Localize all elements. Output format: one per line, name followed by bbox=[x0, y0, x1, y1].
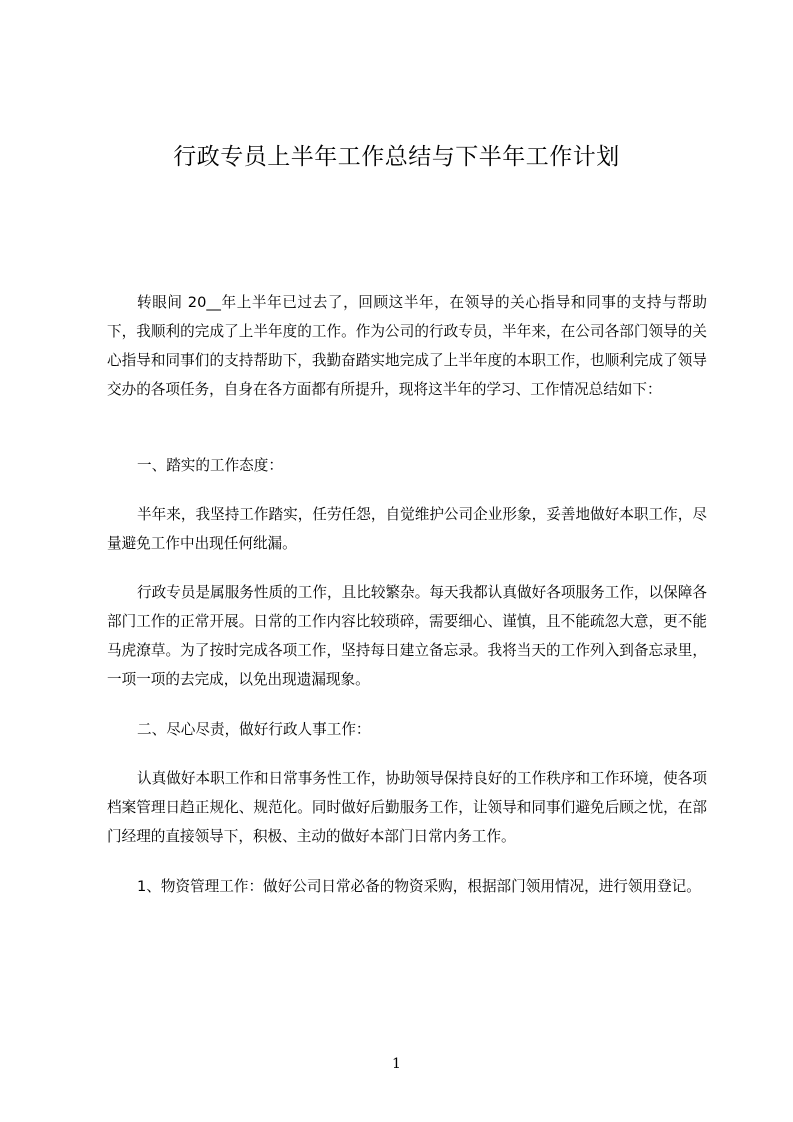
paragraph-text: 行政专员是属服务性质的工作，且比较繁杂。每天我都认真做好各项服务工作，以保障各部门工作的正常开展。日常的工作内容比较琐碎，需要细心、谨慎，且不能疏忽大意，更不能马虎潦草。为了按时完成各项工作，坚持每日建立备忘录。我将当天的工作列入到备忘录里，一项一项的去完成，以免出现遗漏现象。 bbox=[107, 584, 707, 688]
paragraph-materials bbox=[107, 872, 707, 901]
section-heading-1 bbox=[107, 451, 707, 480]
section-heading-2 bbox=[107, 715, 707, 744]
paragraph-service bbox=[107, 578, 707, 694]
paragraph-attitude bbox=[107, 500, 707, 558]
section-heading-text: 一、踏实的工作态度： bbox=[137, 457, 283, 474]
paragraph-intro bbox=[107, 288, 707, 404]
paragraph-text: 半年来，我坚持工作踏实，任劳任怨，自觉维护公司企业形象，妥善地做好本职工作，尽量避免工作中出现任何纰漏。 bbox=[107, 506, 707, 552]
paragraph-text: 1、物资管理工作：做好公司日常必备的物资采购，根据部门领用情况，进行领用登记。 bbox=[137, 878, 701, 895]
document-title: 行政专员上半年工作总结与下半年工作计划 bbox=[173, 144, 620, 170]
paragraph-admin bbox=[107, 764, 707, 851]
paragraph-text: 转眼间 20__年上半年已过去了，回顾这半年，在领导的关心指导和同事的支持与帮助下，我顺利的完成了上半年度的工作。作为公司的行政专员，半年来，在公司各部门领导的关心指导和同事们的支持帮助下，我勤奋踏实地完成了上半年度的本职工作，也顺利完成了领导交办的各项任务，自身在各方面都有所提升，现将这半年的学习、工作情况总结如下： bbox=[107, 294, 707, 398]
paragraph-text: 认真做好本职工作和日常事务性工作，协助领导保持良好的工作秩序和工作环境，使各项档案管理日趋正规化、规范化。同时做好后勤服务工作，让领导和同事们避免后顾之忧，在部门经理的直接领导下，积极、主动的做好本部门日常内务工作。 bbox=[107, 770, 707, 845]
page-number: 1 bbox=[392, 1056, 401, 1072]
section-heading-text: 二、尽心尽责，做好行政人事工作： bbox=[137, 721, 371, 738]
